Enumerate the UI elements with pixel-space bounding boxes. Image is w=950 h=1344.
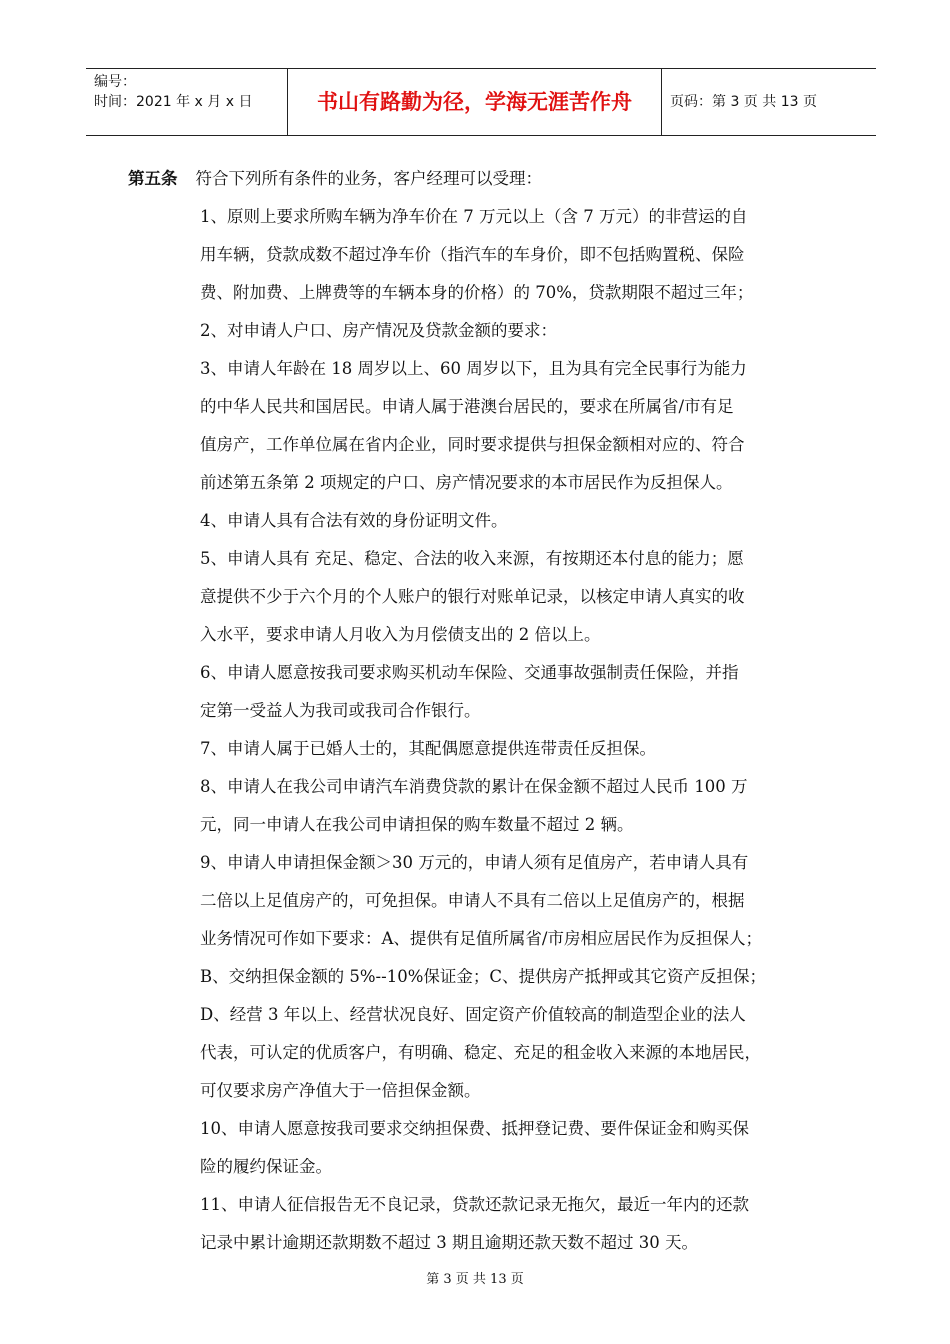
header-page-label: 页码：第 3 页 共 13 页 (670, 94, 817, 110)
text-line: 9、申请人申请担保金额＞30 万元的，申请人须有足值房产，若申请人具有 (200, 853, 749, 872)
header-meta-cell (86, 69, 288, 135)
text-line: D、经营 3 年以上、经营状况良好、固定资产价值较高的制造型企业的法人 (200, 1005, 746, 1024)
text-line: 10、申请人愿意按我司要求交纳担保费、抵押登记费、要件保证金和购买保 (200, 1119, 749, 1138)
text-line: 意提供不少于六个月的个人账户的银行对账单记录，以核定申请人真实的收 (200, 587, 745, 606)
header-table (86, 68, 876, 136)
text-line: 用车辆，贷款成数不超过净车价（指汽车的车身价，即不包括购置税、保险 (200, 245, 745, 264)
text-line: 7、申请人属于已婚人士的，其配偶愿意提供连带责任反担保。 (200, 739, 656, 758)
text-line: 5、申请人具有 充足、稳定、合法的收入来源，有按期还本付息的能力；愿 (200, 549, 744, 568)
text-line: 费、附加费、上牌费等的车辆本身的价格）的 70%，贷款期限不超过三年； (200, 283, 754, 302)
document-body (128, 160, 848, 1262)
text-line: 定第一受益人为我司或我司合作银行。 (200, 701, 481, 720)
document-number-label: 编号： (94, 74, 136, 90)
text-line: 二倍以上足值房产的，可免担保。申请人不具有二倍以上足值房产的，根据 (200, 891, 745, 910)
text-line: 8、申请人在我公司申请汽车消费贷款的累计在保金额不超过人民币 100 万 (200, 777, 748, 796)
header-motto: 书山有路勤为径，学海无涯苦作舟 (288, 69, 662, 135)
text-line: 入水平，要求申请人月收入为月偿债支出的 2 倍以上。 (200, 625, 601, 644)
article-title: 第五条 (128, 169, 178, 188)
text-line: 可仅要求房产净值大于一倍担保金额。 (200, 1081, 481, 1100)
text-line: 1、原则上要求所购车辆为净车价在 7 万元以上（含 7 万元）的非营运的自 (200, 207, 748, 226)
text-line: 6、申请人愿意按我司要求购买机动车保险、交通事故强制责任保险，并指 (200, 663, 739, 682)
text-line: 业务情况可作如下要求：A、提供有足值所属省/市房相应居民作为反担保人； (200, 929, 762, 948)
text-line: 元，同一申请人在我公司申请担保的购车数量不超过 2 辆。 (200, 815, 634, 834)
text-line: 险的履约保证金。 (200, 1157, 332, 1176)
article-heading (128, 160, 848, 198)
text-line: B、交纳担保金额的 5%--10%保证金；C、提供房产抵押或其它资产反担保； (200, 967, 766, 986)
text-line: 前述第五条第 2 项规定的户口、房产情况要求的本市居民作为反担保人。 (200, 473, 733, 492)
text-line: 值房产，工作单位属在省内企业，同时要求提供与担保金额相对应的、符合 (200, 435, 745, 454)
article-intro: 符合下列所有条件的业务，客户经理可以受理： (195, 169, 542, 188)
page-footer: 第 3 页 共 13 页 (426, 1272, 524, 1287)
text-line: 11、申请人征信报告无不良记录，贷款还款记录无拖欠，最近一年内的还款 (200, 1195, 749, 1214)
text-line: 记录中累计逾期还款期数不超过 3 期且逾期还款天数不超过 30 天。 (200, 1233, 698, 1252)
text-line: 的中华人民共和国居民。申请人属于港澳台居民的，要求在所属省/市有足 (200, 397, 734, 416)
text-line: 2、对申请人户口、房产情况及贷款金额的要求： (200, 321, 557, 340)
text-line: 4、申请人具有合法有效的身份证明文件。 (200, 511, 508, 530)
text-line: 代表，可认定的优质客户，有明确、稳定、充足的租金收入来源的本地居民， (200, 1043, 761, 1062)
document-date-label: 时间：2021 年 x 月 x 日 (94, 94, 253, 110)
text-line: 3、申请人年龄在 18 周岁以上、60 周岁以下，且为具有完全民事行为能力 (200, 359, 747, 378)
